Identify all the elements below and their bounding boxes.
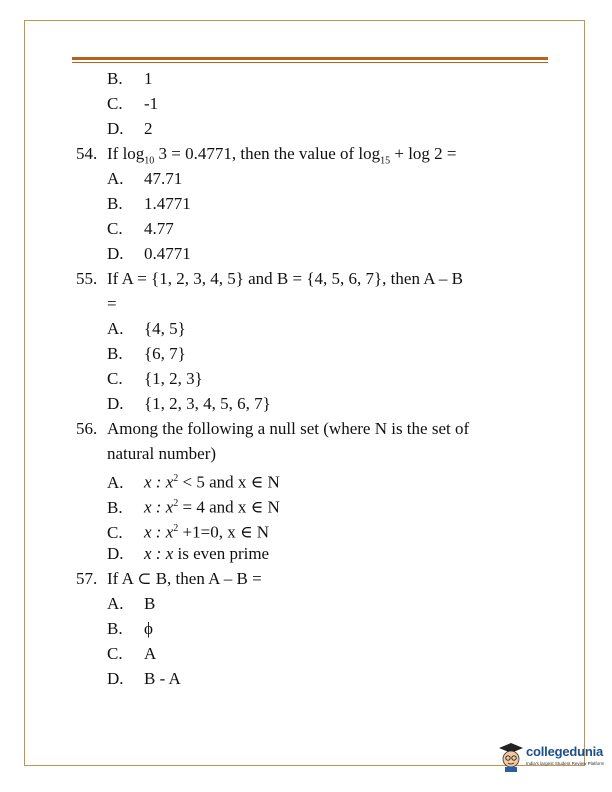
option-d-56: D. x : x is even prime [107,544,270,563]
collegedunia-logo[interactable] [496,742,606,782]
option-a-54: A. 47.71 [107,169,183,188]
question-56: 56. Among the following a null set (where N is the set of [76,419,470,438]
option-c-55: C. {1, 2, 3} [107,369,203,388]
option-d-57: D. B - A [107,669,181,688]
option-b-prev: B. 1 [107,69,153,88]
question-56-cont: natural number) [107,444,217,463]
option-b-57: B. ϕ [107,619,153,638]
question-57: 57. If A ⊂ B, then A – B = [76,569,262,588]
graduate-mascot-icon [498,742,524,772]
option-c-56: C. x : $x^2 +1=0$, x ∈ N [107,522,270,542]
option-a-56: A. x : $x^2 < 5$ and x ∈ N [107,472,280,492]
option-d-55: D. {1, 2, 3, 4, 5, 6, 7} [107,394,271,413]
header-rule [72,57,548,60]
question-55: 55. If A = {1, 2, 3, 4, 5} and B = {4, 5, 6, 7}, then A – B [76,269,463,288]
option-c-54: C. 4.77 [107,219,174,238]
option-a-55: A. {4, 5} [107,319,186,338]
question-content [76,66,546,691]
option-c-prev: C. -1 [107,94,159,113]
option-d-prev: D. 2 [107,119,153,138]
option-b-54: B. 1.4771 [107,194,191,213]
option-a-57: A. B [107,594,156,613]
option-d-54: D. 0.4771 [107,244,191,263]
question-54: 54. If $\log_{10} 3 = 0.4771$, then the value of $\log_{15} + \log 2$ = [76,144,457,167]
logo-name: collegedunia [526,744,604,759]
header-rule-thin [72,62,548,63]
option-c-57: C. A [107,644,157,663]
option-b-55: B. {6, 7} [107,344,186,363]
logo-tagline: India's largest Student Review Platform [526,761,605,766]
question-55-cont: = [107,294,117,313]
option-b-56: B. x : $x^2 = 4$ and x ∈ N [107,497,280,517]
